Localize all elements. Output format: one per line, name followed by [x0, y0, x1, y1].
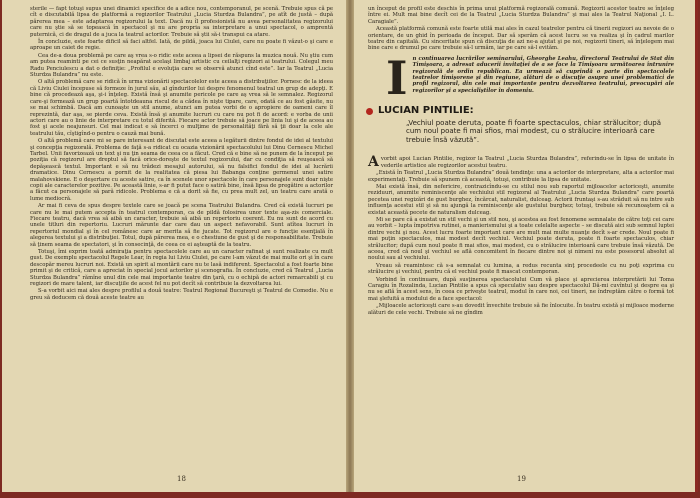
open-book [2, 0, 698, 492]
left-page [2, 0, 346, 492]
paragraph: Cea de-a doua problemă pe care aş vrea s-o ridic este aceea a lipsei de răspuns la muzica nouă. Nu ştiu cum am putea reaminti pe cei ce susţin neapărat acelaşi limbaj artistic cu ceilalţi regizori ai teatrului. Colegul meu Radu Penciulescu a dat o definiţie: „Profilul e evoluţia care se observă atunci cînd este”. Iar la Teatrul „Lucia Sturdza Bulandra” nu este. [30, 52, 333, 79]
section-title: LUCIAN PINTILIE: [378, 105, 474, 117]
bullet-dot-icon [366, 108, 373, 115]
drop-cap: A [368, 154, 379, 171]
paragraph: sterile — fapt totuşi supus unei dinamici specifice de a adice nou, contemporanul, pe scenă. Trebuie spus că pe cît e discutabilă lipsa de platformă a regizorilor Teatrului „Lucia Sturdza Bulandra”, pe atît de justă – după părerea mea – este adaptarea regizorului la text. Dacă nu îl profesionistă nu avea personalitatea regizorului care nu ştie să se topească în spectacol şi nu are propria sa interpretare a unui spectacol, o amprentă puternică, ci de dragul de a juca la teatrul actorilor. Trebuie să ştii să-i transpui ca atare. [30, 6, 333, 38]
intro-text: n continuarea lucrărilor seminarului, Gheorghe Leahu, directorul Teatrului de Stat din Timişoara, a adresat aducerii invitaţiei de a se face la Timişoara următoarea întrunire regizorală de ordin republican. Ea urmează să cuprindă o parte din spectacolele teatrelor timişorene şi din regiune, alături de o discuţie asupra unei problematici de profil regizoral, din cele mai importante pentru dezvoltarea teatrului, preocupări ale regizorilor şi a specialiştilor în domeniu. [412, 55, 674, 94]
paragraph: Mai există însă, din nefericire, contrazicîndu-se cu stilul nou sub raportul mijloacelor actoriceşti, anumite reziduuri, anumite reminiscenţe ale vechiului stil regizoral al Teatrului „Lucia Sturdza Bulandra” care poartă pecetea unei regizări de gust burghez, încărcat, naturalist, dulceag. Actorii fruntaşi s-au străduit să nu intre sub influenţa acestui stil şi să nu ajungă la reminiscenţe ale gustului burghez; totuşi, trebuie să recunoaştem că a existat această pecete de naturalism dulceag. [368, 183, 674, 216]
paragraph: O altă problemă care mi se pare interesant de discutat este aceea a legăturii dintre fondul de idei al textului şi concepţia regizorală. Problema de faţă s-a ridicat cu ocazia vizionării spectacolului lui Dinu Cernescu Michel Tarbel. Unii favorizează un text şi nu ţin seama de ceea ce a făcut. Cred că e bine să ne punem de la început pe poziţia că regizorul are dreptul să facă orice-doreşte de textul regizorului, dar cu condiţia să reuşească să depăşească textul. Important e să nu trădezi mesajul autorului, să nu falsifici fondul de idei al lucrării dramatice. Dinu Cernescu a pornit de la realitatea că piesa lui Babanga conţine germenul unei satire malahovskiene. E o deşertare cu aceste satire, ca în scenele unor spectacole în care personajele sunt doar nişte copii ale caracterelor pozitive. Pe această linie, s-ar fi putut face o satiră bine, însă lipsa de pregătire a actorilor a făcut ca personajele să pară ridicole. Problema e că a dorit să fie, cu prea mult zel, un teatru care arată o lume mediocră. [30, 138, 333, 202]
paragraph [368, 156, 674, 169]
paragraph: Vorbind în continuare, după susţinerea spectacolului Cum vă place şi aprecierea interpretării lui Toma Caragiu în Rozalinda, Lucian Pintilie a spus că speculativ sau despre spectacolul Dă-mi cuvîntul şi despre ea şi nu se află în acest sens, în ceea ce priveşte teatrul, modul în care noi, cei tineri, ne îndreptăm către o formă tot mai şlefuită a modului de a face spectacol: [368, 276, 674, 302]
paragraph: Ar mai fi ceva de spus despre textele care se joacă pe scena Teatrului Bulandra. Cred că există lucruri pe care nu le mai putem accepta în teatrul contemporan, ca de pildă folosirea unor texte aşa-zis comerciale. Fiecare teatru, dacă vrea să aibă un caracter, trebuie să aibă un repertoriu coerent. Eu nu sunt de acord cu unele titluri din repertoriu. Lucruri mărunte dar care dau un aspect nefavorabil. Sunt atîtea lucruri în repertoriul mondial şi în cel românesc care ar merita să fie jucate. Tot regizorul are o funcţie esenţială în alegerea textului şi a distribuţiei. Totul, după părerea mea, e o chestiune de gust şi de responsabilitate. Trebuie să ţinem seama de spectatori, şi în consecinţă, de ceea ce ei aşteaptă de la teatru. [30, 203, 333, 248]
page-number: 18 [177, 474, 186, 483]
right-page [354, 0, 698, 492]
section-heading [366, 105, 674, 117]
paragraph: un început de profil este deschis în prima unui platformă regizorală comună. Regizorii acestor teatre se înţeleg între ei. Mult mai bine decît cei de la Teatrul „Lucia Sturdza Bulandra” şi mai ales la Teatrul Naţional „I. L. Caragiale”. [368, 6, 674, 25]
paragraph: În concluzie, este foarte dificil să faci altfel. Iată, de pildă, joaca lui Ciulei, care nu poate fi văzut-o şi care e aproape un caiet de regie. [30, 39, 333, 52]
paragraph-text: vorbit apoi Lucian Pintilie, regizor la Teatrul „Lucia Sturdza Bulandra”, referindu-se în lipsa de unitate în vederile artistice ale regizorilor acestui teatru. [380, 156, 674, 169]
page-number: 19 [517, 474, 526, 483]
paragraph: „Există în Teatrul „Lucia Sturdza Bulandra” două tendinţe: una a actorilor de interpretare, alta a actorilor mai experimentaţi. Trebuie să spunem că această, totuşi, contribuie la lipsa de unitate. [368, 170, 674, 183]
paragraph: Totuşi, îmi exprim toată admiraţia pentru spectacolele care au un caracter rafinat şi sunt realizate cu mult gust. De exemplu spectacolul Regele Lear, în regia lui Liviu Ciulei, pe care l-am văzut de mai multe ori şi în care descopăr mereu lucruri noi. Există un spirit al montării care nu te lasă indiferent. Spectacolul a fost foarte bine primit şi de critică, care a apreciat în special jocul actorilor şi scenografia. În concluzie, cred că Teatrul „Lucia Sturdza Bulandra” rămîne unul din cele mai importante teatre din ţară, cu o echipă de actori remarcabili şi cu regizori de mare talent, iar discuţiile de acest fel nu pot decît să contribuie la dezvoltarea lui. [30, 249, 333, 288]
page-edge [695, 0, 698, 492]
drop-cap: I [386, 50, 408, 105]
paragraph: S-a vorbit aici mai ales despre profilul a două teatre: Teatrul Regional Bucureşti şi Teatrul de Comedie. Nu e greu să deducem că două aceste teatre au [30, 288, 333, 301]
paragraph: Această platformă comună este foarte utilă mai ales în cazul teatrelor pentru că tinerii regizori au nevoie de o orientare, de un ghid în perioada de început. Dar să sperăm că acest lucru se va realiza şi în cadrul marilor teatre din capitală. Cu sinceritate spun că discuţia de azi ne-a ajutat şi pe noi, regizorii tineri, să înţelegem mai bine care e drumul pe care trebuie să-l urmăm, iar pe care să-l evităm. [368, 26, 674, 52]
paragraph: O altă problemă care se ridică în urma vizionării spectacolelor este aceea a distribuţiilor. Pornesc de la ideea că Liviu Ciulei începuse să formeze în jurul său, al gîndurilor lui despre fenomenul teatral un grup de adepţi. E bine că procedează aşa, şi-i înţeleg. Există însă şi anumite pericole pe care aş vrea să le semnalez. Regizorul care-şi formează un grup poartă întotdeauna riscul de a cădea în nişte tipare, care, odată ce au fost găsite, nu se mai schimbă. Dacă am cunoaşte un stil anume, atunci am putea vorbi de o apropiere de oameni care îl reprezintă, dar aşa, se pierde ceva. Există însă şi anumite lucruri cu care nu pot fi de acord: e vorba de unii actori care au o linie de interpretare cu totul diferită. Fiecare actor trebuie să joace pe linia lui şi de aceea au fost şi acele neajunsuri. Cel mai indicat e să încerci o mulţime de personalităţi fără să ţii doar la cele ale teatrului tău, cîştigînd-o pentru o cauză mai bună. [30, 79, 333, 137]
intro-block [368, 50, 674, 105]
book-gutter [346, 0, 354, 492]
pull-quote: „Vechiul poate deruta, poate fi foarte spectaculos, chiar strălucitor; după cum noul poate fi mai sfios, mai modest, cu o strălucire interioară care trebuie însă văzută”. [406, 118, 662, 144]
paragraph: „Mijloacele actoriceşti care s-au dovedit învechite trebuie să fie înlocuite. În teatru există și mijloace moderne alături de cele vechi. Trebuie să ne gîndim [368, 303, 674, 316]
paragraph: Vreau să reamintesc că s-a semnalat cu lumina, a redus recunta sinţ procedeele cu nu poţi exprima cu strălucire şi vechiul, pentru că el vechiul poate fi mascat contemporan. [368, 262, 674, 276]
paragraph: Mi se pare că a existat un stil vechi şi un stil nou, şi acestea au fost fenomene semnalate de către toţi cei care au vorbit – lupta împotriva rutinei, a manierismului şi a toate celelalte aspecte – se discută aici sub semnul luptei dintre vechi şi nou. Acest lucru foarte important care are mult mai multe nuanţe decît s-ar crede. Noul poate fi mai puţin spectaculos, mai modest decît vechiul. Vechiul poate deruta, poate fi foarte spectaculos, chiar strălucitor; după cum noul poate fi mai sfios, mai modest, cu o strălucire interioară care trebuie însă văzută. De aceea, cred că noul şi vechiul se află concomitent în fiecare dintre noi şi nimeni nu este posesorul absolut al noului sau al vechiului. [368, 217, 674, 262]
